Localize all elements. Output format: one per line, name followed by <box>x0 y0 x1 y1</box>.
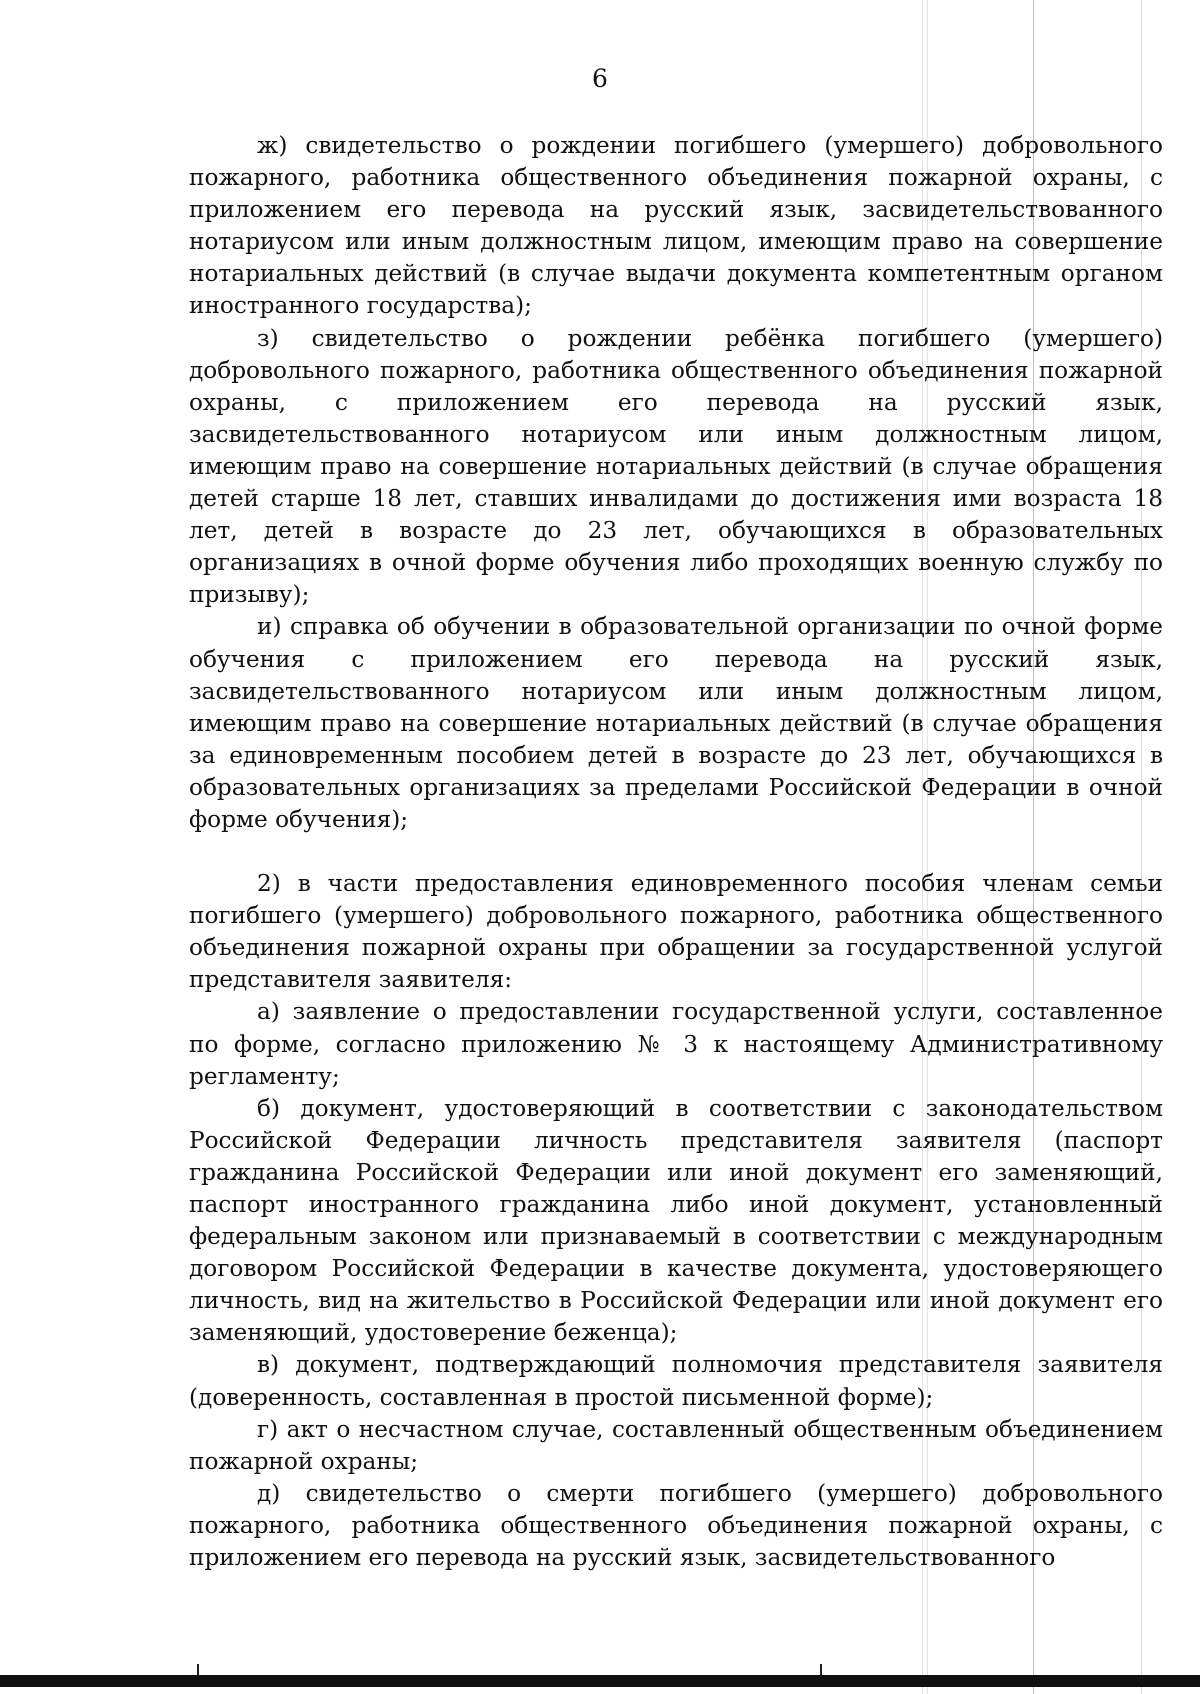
paragraph-a: а) заявление о предоставлении государственной услуги, составленное по форме, согласно приложению № 3 к настоящему Административному регламенту; <box>189 998 1163 1090</box>
paragraph-d: д) свидетельство о смерти погибшего (умершего) добровольного пожарного, работника общественного объединения пожарной охраны, с приложением его перевода на русский язык, засвидетельствованного <box>189 1479 1163 1572</box>
paragraph-g: г) акт о несчастном случае, составленный общественным объединением пожарной охраны; <box>189 1415 1163 1475</box>
document-body <box>189 130 1163 1574</box>
paragraph-b: б) документ, удостоверяющий в соответствии с законодательством Российской Федерации личность представителя заявителя (паспорт гражданина Российской Федерации или иной документ его заменяющий, паспорт иностранного гражданина либо иной документ, установленный федеральным законом или признаваемый в соответствии с международным договором Российской Федерации в качестве документа, удостоверяющего личность, вид на жительство в Российской Федерации или иной документ его заменяющий, удостоверение беженца); <box>189 1094 1163 1347</box>
page-number: 6 <box>592 64 608 93</box>
paragraph-z: з) свидетельство о рождении ребёнка погибшего (умершего) добровольного пожарного, работника общественного объединения пожарной охраны, с приложением его перевода на русский язык, засвидетельствованного нотариусом или иным должностным лицом, имеющим право на совершение нотариальных действий (в случае обращения детей старше 18 лет, ставших инвалидами до достижения ими возраста 18 лет, детей в возрасте до 23 лет, обучающихся в образовательных организациях в очной форме обучения либо проходящих военную службу по призыву); <box>189 324 1163 609</box>
paragraph-v: в) документ, подтверждающий полномочия представителя заявителя (доверенность, составленная в простой письменной форме); <box>189 1351 1163 1411</box>
scan-bottom-edge <box>0 1675 1200 1687</box>
paragraph-zh: ж) свидетельство о рождении погибшего (умершего) добровольного пожарного, работника общественного объединения пожарной охраны, с приложением его перевода на русский язык, засвидетельствованного нотариусом или иным должностным лицом, имеющим право на совершение нотариальных действий (в случае выдачи документа компетентным органом иностранного государства); <box>189 132 1163 320</box>
paragraph-i: и) справка об обучении в образовательной организации по очной форме обучения с приложением его перевода на русский язык, засвидетельствованного нотариусом или иным должностным лицом, имеющим право на совершение нотариальных действий (в случае обращения за единовременным пособием детей в возрасте до 23 лет, обучающихся в образовательных организациях за пределами Российской Федерации в очной форме обучения); <box>189 613 1163 833</box>
paragraph-section-2: 2) в части предоставления единовременного пособия членам семьи погибшего (умершего) добровольного пожарного, работника общественного объединения пожарной охраны при обращении за государственной услугой представителя заявителя: <box>189 870 1163 994</box>
